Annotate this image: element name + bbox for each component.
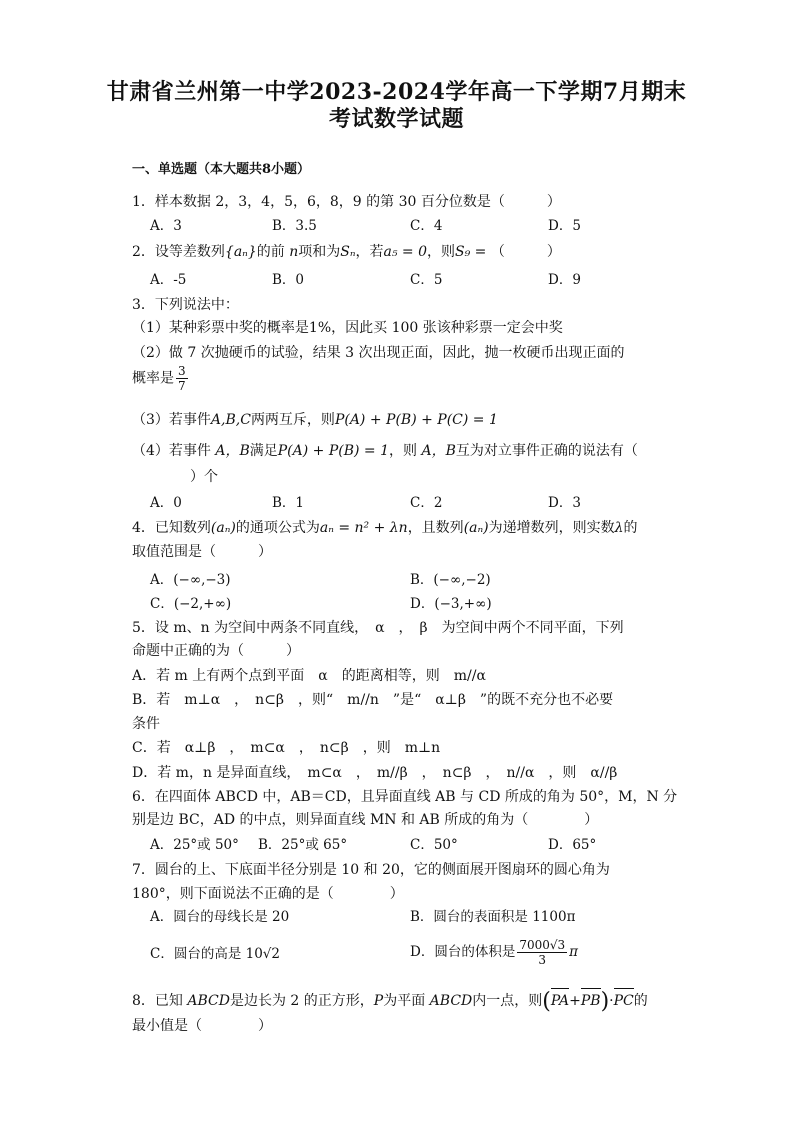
- question-6-option-a: A．25°或 50°: [150, 837, 239, 853]
- q4-lambda: λ: [614, 520, 624, 536]
- question-1-option-a: A．3: [150, 218, 182, 234]
- q4-text-b: 的通项公式为: [235, 520, 320, 536]
- q8-text-b: 是边长为 2 的正方形，: [229, 993, 374, 1009]
- question-6-stem-line2: 别是边 BC，AD 的中点，则异面直线 MN 和 AB 所成的角为（ ）: [132, 812, 599, 828]
- question-4-stem-line2: 取值范围是（ ）: [132, 544, 272, 560]
- question-8-stem-line1: [132, 991, 648, 1012]
- question-2-stem: [132, 242, 561, 262]
- question-1-option-c: C．4: [410, 218, 443, 234]
- q8-vector-pa: PA: [550, 993, 570, 1009]
- q2-text-f: （ ）: [490, 244, 561, 260]
- question-7-option-c: C．圆台的高是 10√2: [150, 946, 280, 962]
- q2-text-c: 项和为: [298, 244, 341, 260]
- q3-item4-text-c: ，则: [389, 443, 422, 459]
- q7-option-d-numerator: 7000√3: [519, 938, 566, 952]
- question-4-option-a: A．(−∞,−3): [150, 572, 231, 588]
- question-3-option-c: C．2: [410, 495, 443, 511]
- q3-item4-formula: P(A) + P(B) = 1: [277, 443, 390, 459]
- q4-text-d: 为递增数列，则实数: [488, 520, 615, 536]
- q7-option-d-pi: π: [569, 944, 579, 960]
- question-3-stem: 3．下列说法中：: [132, 297, 239, 313]
- q7-option-d-text: D．圆台的体积是: [410, 944, 516, 960]
- question-1-stem: 1．样本数据 2，3，4，5，6，8，9 的第 30 百分位数是（ ）: [132, 194, 561, 210]
- q4-formula: aₙ = n² + λn: [319, 520, 408, 536]
- question-5-stem-line1: 5．设 m、n 为空间中两条不同直线， α ， β 为空间中两个不同平面，下列: [132, 620, 624, 636]
- q2-text-e: ，则: [427, 244, 456, 260]
- q4-sequence: (aₙ): [210, 520, 236, 536]
- question-3-item-4-line2: ）个: [190, 469, 218, 485]
- question-4-option-c: C．(−2,+∞): [150, 596, 232, 612]
- exam-title-line1: 甘肃省兰州第一中学2023-2024学年高一下学期7月期末: [106, 79, 687, 105]
- question-7-option-b: B．圆台的表面积是 1100π: [410, 909, 576, 925]
- q8-left-paren: (: [542, 989, 551, 1014]
- question-3-item-4-line1: [132, 441, 638, 461]
- question-3-item-3: [132, 410, 498, 430]
- q2-sn: Sₙ: [340, 244, 356, 260]
- question-2-option-b: B．0: [272, 272, 305, 288]
- question-6-option-c: C．50°: [410, 837, 458, 853]
- question-6-option-d: D．65°: [548, 837, 597, 853]
- q2-text-a: 2．设等差数列: [132, 244, 225, 260]
- q3-item3-text-a: （3）若事件: [132, 412, 211, 428]
- question-4-option-d: D．(−3,+∞): [410, 596, 492, 612]
- q8-abcd: ABCD: [187, 993, 230, 1009]
- q8-vector-pb: PB: [580, 993, 601, 1009]
- question-1-option-d: D．5: [548, 218, 581, 234]
- q3-item3-text-b: 两两互斥，则: [250, 412, 335, 428]
- question-8-stem-line2: 最小值是（ ）: [132, 1018, 272, 1034]
- question-5-stem-line2: 命题中正确的为（ ）: [132, 643, 300, 659]
- q8-p: P: [373, 993, 384, 1009]
- q8-dot: ·: [609, 993, 614, 1009]
- question-4-stem-line1: [132, 518, 638, 538]
- q3-item3-events: A,B,C: [210, 412, 251, 428]
- q3-item4-text-a: （4）若事件: [132, 443, 216, 459]
- q2-text-d: ，若: [355, 244, 384, 260]
- question-3-item-2-line1: （2）做 7 次抛硬币的试验，结果 3 次出现正面，因此，抛一枚硬币出现正面的: [132, 345, 625, 361]
- question-3-option-d: D．3: [548, 495, 581, 511]
- q8-plus: +: [569, 993, 581, 1009]
- q8-vector-pc: PC: [613, 993, 634, 1009]
- q8-text-d: 内一点，则: [472, 993, 543, 1009]
- question-5-option-c: C．若 α⊥β ， m⊂α ， n⊂β ，则 m⊥n: [132, 740, 441, 756]
- exam-title-line2: 考试数学试题: [328, 106, 464, 132]
- q7-option-d-fraction: [517, 938, 567, 967]
- q8-right-paren: ): [600, 989, 610, 1014]
- q3-fraction-numerator: 3: [178, 364, 186, 378]
- q2-text-b: 的前: [256, 244, 290, 260]
- q2-condition: a₅ = 0: [383, 244, 428, 260]
- q8-text-c: 为平面: [383, 993, 430, 1009]
- q3-item3-formula: P(A) + P(B) + P(C) = 1: [334, 412, 498, 428]
- q8-abcd-2: ABCD: [429, 993, 473, 1009]
- q3-item2-text: 概率是: [132, 370, 174, 387]
- question-3-option-a: A．0: [150, 495, 182, 511]
- q4-sequence-2: (aₙ): [463, 520, 489, 536]
- question-1-option-b: B．3.5: [272, 218, 317, 234]
- q3-item4-text-d: 互为对立事件正确的说法有（: [455, 443, 638, 459]
- q4-text-e: 的: [623, 520, 638, 536]
- q3-item4-text-b: 满足: [249, 443, 278, 459]
- question-7-stem-line2: 180°，则下面说法不正确的是（ ）: [132, 886, 404, 902]
- question-2-option-a: A．-5: [150, 272, 187, 288]
- q8-text-e: 的: [633, 993, 648, 1009]
- question-3-item-1: （1）某种彩票中奖的概率是1%，因此买 100 张该种彩票一定会中奖: [132, 320, 563, 336]
- question-5-option-a: A．若 m 上有两个点到平面 α 的距离相等，则 m//α: [132, 668, 486, 684]
- question-7-stem-line1: 7．圆台的上、下底面半径分别是 10 和 20，它的侧面展开图扇环的圆心角为: [132, 862, 610, 878]
- q3-item4-events: A，B: [215, 443, 250, 459]
- question-6-option-b: B．25°或 65°: [258, 837, 348, 853]
- section-heading: 一、单选题（本大题共8小题）: [132, 162, 311, 177]
- q3-item4-events-2: A，B: [421, 443, 456, 459]
- q2-s9: S₉ =: [455, 244, 491, 260]
- question-2-option-c: C．5: [410, 272, 443, 288]
- q2-sequence: {aₙ}: [224, 244, 257, 260]
- q8-text-a: 8．已知: [132, 993, 188, 1009]
- q7-option-d-denominator: 3: [538, 953, 547, 967]
- question-3-item-2-line2: [132, 364, 190, 393]
- question-4-option-b: B．(−∞,−2): [410, 572, 491, 588]
- q3-fraction-denominator: 7: [178, 379, 186, 393]
- question-3-option-b: B．1: [272, 495, 305, 511]
- question-7-option-a: A．圆台的母线长是 20: [150, 909, 290, 925]
- question-5-option-b-line2: 条件: [132, 716, 160, 732]
- q4-text-c: ，且数列: [407, 520, 464, 536]
- question-5-option-d: D．若 m，n 是异面直线， m⊂α ， m//β ， n⊂β ， n//α ，则 α//β: [132, 765, 618, 781]
- question-2-option-d: D．9: [548, 272, 581, 288]
- q2-n: n: [289, 244, 299, 260]
- q4-text-a: 4．已知数列: [132, 520, 211, 536]
- q3-fraction: [176, 364, 188, 393]
- question-6-stem-line1: 6．在四面体 ABCD 中，AB＝CD，且异面直线 AB 与 CD 所成的角为 50°，M，N 分: [132, 789, 678, 805]
- question-5-option-b-line1: B．若 m⊥α ， n⊂β ，则“ m//n ”是“ α⊥β ”的既不充分也不必要: [132, 692, 614, 708]
- question-7-option-d: [410, 938, 578, 967]
